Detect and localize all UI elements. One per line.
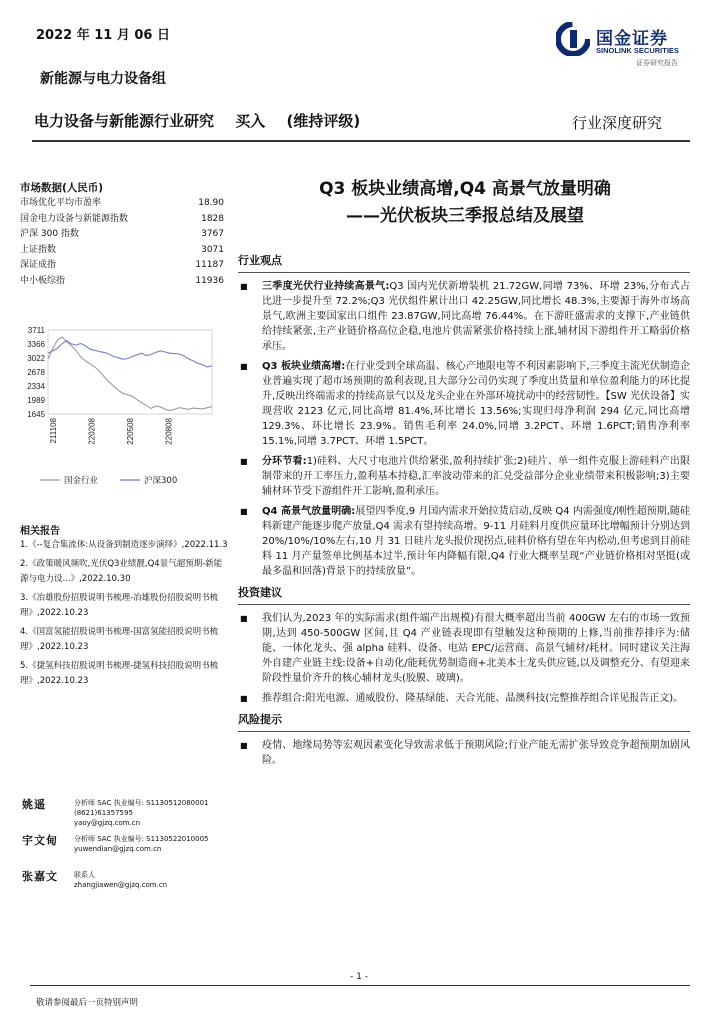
- logo-en: SINOLINK SECURITIES: [596, 46, 679, 55]
- market-data-table: [20, 196, 224, 289]
- y-tick-label: 1989: [27, 396, 45, 405]
- series-line-0: [48, 337, 212, 411]
- related-report-item[interactable]: 4.《国富氢能招股说明书梳理-国富氢能招股说明书梳理》,2022.10.23: [20, 627, 219, 652]
- report-date: 2022 年 11 月 06 日: [36, 28, 170, 43]
- footer-disclaimer: 敬请参阅最后一页特别声明: [36, 998, 139, 1008]
- x-tick-label: 220208: [87, 418, 97, 445]
- rating-note: (维持评级): [286, 112, 361, 130]
- view-item: ■ Q3 板块业绩高增:在行业受到全球高温、核心产地限电等不利因素影响下,三季度主流光伏制造企业普遍实现了超市场预期的盈利表现,且大部分公司仍实现了季度出货量和单位盈利能力的环比提升,反映出终端需求的持续高景气以及龙头企业在外部环境扰动中的经营韧性。【SW 光伏设备】实现营收 2123 亿元,同比高增 81.4%,环比增长 13.56%;实现归母净利润 294 亿元,同比高增 129.3%、环比增长 23.9%。销售毛利率 24.0%,同增 3.2PCT、环增 1.6PCT;销售净利率 15.1%,同增 3.7PCT、环增 1.5PCT。: [238, 359, 690, 449]
- analyst-name: 张嘉文: [22, 870, 58, 883]
- analyst-email[interactable]: yaoy@gjzq.com.cn: [74, 819, 141, 827]
- rating: 买入: [235, 112, 266, 130]
- series-line-1: [48, 341, 212, 367]
- index-chart: [20, 322, 224, 522]
- views-section: [238, 252, 690, 773]
- invest-title: 投资建议: [238, 586, 282, 599]
- footer-divider: [30, 985, 690, 986]
- related-reports-title: 相关报告: [20, 526, 60, 537]
- view-item: ■ Q4 高景气放量明确:展望四季度,9 月国内需求开始拉货启动,反映 Q4 内需强度/刚性超预期,随硅料新建产能逐步爬产放量,Q4 需求有望持续高增。9-11 月硅料月度供应量环比增幅预计分别达到 20%/10%/10%左右,10 月 31 日硅片龙头报价现拐点,硅料价格有望在年内松动,但考虑到目前硅料 11 月产量签单比例基本过半,预计年内降幅有限,Q4 行业大概率呈现“产业链价格相对坚挺(或最多温和回落)背景下的持续放量”。: [238, 504, 690, 579]
- views-title: 行业观点: [238, 254, 282, 267]
- main-title: [240, 176, 690, 230]
- y-tick-label: 3022: [27, 354, 45, 363]
- view-item: ■ 三季度光伏行业持续高景气:Q3 国内光伏新增装机 21.72GW,同增 73%、环增 23%,分布式占比进一步提升至 72.2%;Q3 光伏组件累计出口 42.25GW,同比增长 48.3%,主要源于海外市场高景气,欧洲主要国家出口组件 23.87GW,同比高增 76.44%。在下游旺盛需求的支撑下,产业链供给持续紧张,主产业链价格高位企稳,电池片供需紧张价格持续上涨,辅材因下游组件开工略弱价格承压。: [238, 279, 690, 354]
- y-tick-label: 2678: [27, 368, 45, 377]
- market-data-row: 上证指数 3071: [20, 244, 224, 255]
- related-report-item[interactable]: 2.《政策暖风频吹,光伏Q3业绩靓,Q4景气超预期-新能源与电力设...》,2022.10.30: [20, 559, 223, 584]
- x-tick-label: 220808: [164, 418, 174, 445]
- header-divider: [32, 140, 690, 142]
- analyst-role: 分析师 SAC 执业编号: S1130512080001: [74, 799, 209, 807]
- analyst: [20, 794, 230, 830]
- industry-name: 电力设备与新能源行业研究: [34, 112, 215, 130]
- y-tick-label: 3711: [27, 326, 45, 335]
- x-tick-label: 220508: [125, 418, 135, 445]
- logo-cn: 国金证券: [596, 29, 668, 49]
- risk-item: ■ 疫情、地缘局势等宏观因素变化导致需求低于预期风险;行业产能无需扩张导致竞争超预期加剧风险。: [238, 738, 690, 768]
- market-data-row: 深证成指 11187: [20, 260, 224, 270]
- y-tick-label: 2334: [27, 382, 45, 391]
- legend-label: 国金行业: [64, 476, 99, 486]
- market-data-row: 国金电力设备与新能源指数 1828: [20, 213, 224, 224]
- market-data-row: 市场优化平均市盈率 18.90: [20, 198, 224, 208]
- section-divider: [238, 604, 690, 605]
- page-number: - 1 -: [350, 972, 368, 982]
- plot-area: [48, 330, 212, 414]
- related-report-item[interactable]: 5.《捷氢科技招股说明书梳理-捷氢科技招股说明书梳理》,2022.10.23: [20, 661, 219, 686]
- analysts: [20, 794, 230, 902]
- logo-subtitle: 证券研究报告: [636, 59, 678, 67]
- y-tick-label: 1645: [27, 410, 45, 419]
- risk-title: 风险提示: [238, 713, 282, 726]
- market-data-title: 市场数据(人民币): [20, 182, 104, 194]
- analyst-email[interactable]: yuwendian@gjzq.com.cn: [74, 845, 162, 853]
- analyst-name: 姚遥: [22, 798, 46, 811]
- analyst: [20, 830, 230, 866]
- sinolink-logo-icon: [556, 22, 590, 56]
- invest-item: ■ 我们认为,2023 年的实际需求(组件端产出规模)有很大概率超出当前 400GW 左右的市场一致预期,达到 450-500GW 区间,且 Q4 产业链表现即有望触发这种预期的上修,当前推荐排序为:储能、一体化龙头、强 alpha 硅料、设备、电站 EPC/运营商、高景气辅材/耗材。同时建议关注海外自建产业链主线:设备+自动化/能耗优势制造商+北美本土龙头供应链,以及调整充分、有望迎来阶段性量价齐升的核心辅材龙头(胶膜、玻璃)。: [238, 611, 690, 686]
- analyst: [20, 866, 230, 902]
- invest-item: ■ 推荐组合:阳光电源、通威股份、隆基绿能、天合光能、晶澳科技(完整推荐组合详见报告正文)。: [238, 691, 690, 706]
- view-item: ■ 分环节看:1)硅料、大尺寸电池片供给紧张,盈利持续扩张;2)硅片、单一组件克服上游硅料产出限制带来的开工率压力,盈利基本持稳,汇率波动带来的汇兑受益部分企业业绩带来积极影响;3)主要辅材环节受下游组件开工影响,盈利承压。: [238, 454, 690, 499]
- report-type: 行业深度研究: [572, 114, 663, 132]
- research-group: 新能源与电力设备组: [40, 71, 166, 87]
- related-reports-list: [20, 538, 228, 693]
- analyst-email[interactable]: zhangjiawen@gjzq.com.cn: [74, 881, 168, 889]
- main-title-line2: ——光伏板块三季报总结及展望: [346, 206, 584, 226]
- section-divider: [238, 272, 690, 273]
- analyst-phone: (8621)61357595: [74, 809, 133, 817]
- y-tick-label: 3366: [27, 340, 45, 349]
- market-data-row: 沪深 300 指数 3767: [20, 229, 224, 239]
- related-report-item[interactable]: 1.《--复合集流体:从设备到制造逐步演绎》,2022.11.3: [20, 540, 228, 550]
- x-tick-label: 211108: [49, 418, 58, 444]
- analyst-role: 分析师 SAC 执业编号: S1130522010005: [74, 835, 209, 843]
- main-title-line1: Q3 板块业绩高增,Q4 高景气放量明确: [319, 179, 611, 199]
- legend-label: 沪深300: [144, 476, 178, 486]
- related-report-item[interactable]: 3.《冶雄股份招股说明书梳理-冶雄股份招股说明书梳理》,2022.10.23: [20, 593, 219, 618]
- industry-rating-line: [34, 110, 376, 131]
- analyst-name: 宇文甸: [22, 834, 58, 847]
- analyst-role: 联系人: [74, 871, 95, 879]
- market-data-row: 中小板综指 11936: [20, 275, 224, 286]
- section-divider: [238, 731, 690, 732]
